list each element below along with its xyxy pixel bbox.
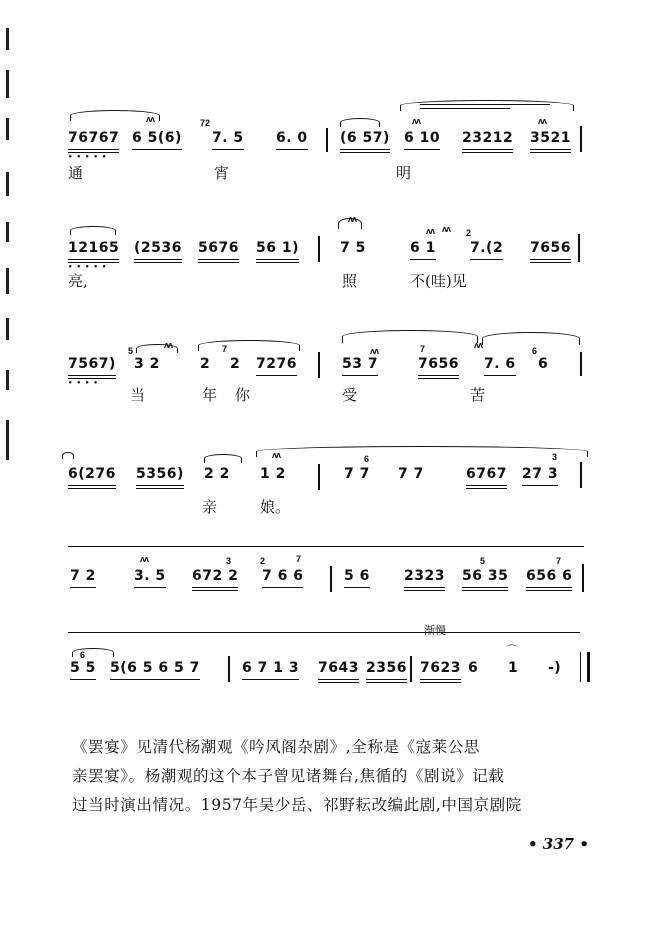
- note-text: 6 10: [404, 130, 441, 146]
- note-text: 5356): [136, 466, 184, 482]
- note-text: 7 7: [344, 466, 370, 482]
- note-group: [404, 568, 445, 584]
- grace-note: 3: [226, 556, 232, 566]
- staff-bracket-line: [68, 632, 580, 633]
- note-group: [134, 568, 166, 584]
- note-text: 7656: [418, 356, 459, 372]
- note-text: 2: [200, 356, 211, 372]
- note-group: [262, 568, 303, 584]
- prose-line: 《罢宴》见清代杨潮观《吟风阁杂剧》,全称是《寇莱公思: [72, 738, 481, 756]
- note-group: [134, 356, 160, 372]
- note-text: 2323: [404, 568, 445, 584]
- lyric: 宵: [214, 164, 230, 182]
- accent-mark: ʌʌ: [140, 554, 149, 564]
- page-edge-mark: [6, 222, 9, 242]
- grace-note: 7: [222, 344, 228, 354]
- bar-line: [580, 462, 582, 488]
- bar-line: [410, 656, 412, 682]
- grace-note: 3: [552, 452, 558, 462]
- note-text: 672 2: [192, 568, 239, 584]
- accent-mark: ʌʌ: [370, 346, 379, 356]
- lyric: 年你: [202, 386, 269, 404]
- bar-line: [318, 352, 320, 378]
- note-group: [398, 466, 424, 482]
- bar-line: [578, 234, 580, 262]
- note-group: [68, 466, 116, 482]
- note-group: [466, 466, 507, 482]
- grace-note: 6: [80, 650, 86, 660]
- grace-note: 6: [364, 454, 370, 464]
- grace-note: 2: [260, 556, 266, 566]
- lyric: 亮,: [68, 272, 88, 290]
- note-text: 3. 5: [134, 568, 166, 584]
- note-group: [530, 130, 571, 146]
- note-text: 6: [538, 356, 549, 372]
- note-group: [212, 130, 244, 146]
- note-group: [462, 568, 508, 584]
- page-edge-mark: [6, 268, 9, 294]
- lyric: 照: [342, 272, 358, 290]
- note-group: [230, 356, 240, 372]
- slur: [400, 100, 574, 111]
- note-group: 76767 •••••: [68, 130, 120, 161]
- note-group: [418, 356, 459, 372]
- note-text: 6. 0: [276, 130, 308, 146]
- slur: [72, 648, 114, 657]
- note-group: [318, 660, 359, 676]
- note-group: [538, 356, 548, 372]
- note-group: 7567) ••••: [68, 356, 116, 387]
- note-text: 6(276: [68, 466, 116, 482]
- prose-paragraph: [72, 733, 612, 820]
- note-group: [192, 568, 238, 584]
- accent-mark: ʌʌ: [538, 116, 547, 126]
- grace-note: 5: [128, 346, 134, 356]
- note-text: 1: [508, 660, 519, 676]
- lyric: 明: [396, 164, 412, 182]
- slur: [198, 340, 300, 351]
- note-text: 5 5: [70, 660, 96, 676]
- note-text: 5676: [198, 240, 239, 256]
- bar-line: [318, 236, 320, 262]
- slur: [482, 332, 580, 345]
- score-row-5: [0, 568, 655, 598]
- grace-note: 5: [480, 556, 486, 566]
- slur: [62, 452, 74, 459]
- lyric: 通: [68, 164, 84, 182]
- note-group: [70, 660, 96, 676]
- grace-note: 6: [532, 346, 538, 356]
- page-edge-mark: [6, 70, 9, 98]
- lyric: 亲: [202, 498, 218, 516]
- page-edge-mark: [6, 172, 9, 196]
- page-edge-mark: [6, 28, 9, 50]
- note-group: [260, 466, 286, 482]
- grace-note: 72: [200, 118, 211, 128]
- bar-line: [580, 126, 582, 152]
- note-text: 7. 5: [212, 130, 244, 146]
- note-group: [410, 240, 436, 256]
- note-text: 6: [468, 660, 479, 676]
- score-row-2: [0, 240, 655, 270]
- note-text: 5(6 5 6 5 7: [110, 660, 200, 676]
- page-edge-mark: [6, 318, 9, 340]
- note-group: [134, 240, 182, 256]
- bar-line: [318, 464, 320, 490]
- note-text: 7.(2: [470, 240, 504, 256]
- note-group: [276, 130, 308, 146]
- score-row-4: [0, 466, 655, 496]
- note-group: [470, 240, 503, 256]
- note-group: [508, 660, 518, 676]
- staff-bracket-line: [68, 546, 584, 547]
- note-text: 2356: [366, 660, 407, 676]
- note-text: 7623: [420, 660, 461, 676]
- note-group: [526, 568, 572, 584]
- slur: [340, 118, 380, 127]
- note-group: [548, 660, 561, 676]
- note-text: 53 7: [342, 356, 379, 372]
- lyric: 娘。: [260, 498, 291, 516]
- note-text: 6 5(6): [132, 130, 182, 146]
- crescendo-line: [420, 104, 550, 105]
- accent-mark: ʌʌ: [272, 450, 281, 460]
- note-text: 2: [230, 356, 241, 372]
- note-group: [340, 240, 366, 256]
- note-text: 7. 6: [484, 356, 516, 372]
- note-text: 2 2: [204, 466, 230, 482]
- note-text: 7567): [68, 356, 116, 372]
- note-group: [462, 130, 513, 146]
- grace-note: 2: [466, 228, 472, 238]
- accent-mark: ʌʌ: [426, 226, 435, 236]
- note-group: [136, 466, 184, 482]
- slur: [342, 330, 478, 343]
- note-group: [342, 356, 378, 372]
- note-group: [256, 356, 297, 372]
- note-group: 12165 •••••: [68, 240, 120, 271]
- lyric: 受: [342, 386, 358, 404]
- note-text: (6 57): [340, 130, 390, 146]
- note-group: [530, 240, 571, 256]
- grace-note: 7: [556, 556, 562, 566]
- final-bar-line: [580, 652, 590, 682]
- grace-note: 7: [420, 344, 426, 354]
- note-group: [204, 466, 230, 482]
- fermata: ⌒: [506, 645, 517, 657]
- note-group: [484, 356, 516, 372]
- bar-line: [582, 564, 584, 592]
- note-group: [256, 240, 299, 256]
- lyric: 不(哇)见: [410, 272, 467, 290]
- slur: [70, 226, 116, 235]
- note-group: [366, 660, 407, 676]
- prose-line: 过当时演出情况。1957年吴少岳、祁野耘改编此剧,中国京剧院: [72, 796, 522, 814]
- accent-mark: ʌʌ: [348, 214, 357, 224]
- note-text: 5 6: [344, 568, 370, 584]
- note-text: 6 1: [410, 240, 436, 256]
- note-group: [404, 130, 440, 146]
- note-text: 56 35: [462, 568, 509, 584]
- accent-mark: ʌʌ: [442, 224, 451, 234]
- tempo-marking: 渐慢: [424, 624, 446, 637]
- score-row-3: [0, 356, 655, 386]
- note-text: 7 2: [70, 568, 96, 584]
- lyric: 苦: [470, 386, 486, 404]
- note-text: 7 5: [340, 240, 366, 256]
- crescendo-line: [420, 108, 510, 109]
- page-number: • 337 •: [528, 835, 589, 853]
- note-text: 7 6 6: [262, 568, 304, 584]
- bar-line: [330, 566, 332, 592]
- slur: [256, 446, 588, 457]
- bar-line: [580, 352, 582, 376]
- note-group: [110, 660, 200, 676]
- note-text: 3 2: [134, 356, 160, 372]
- prose-line: 亲罢宴》。杨潮观的这个本子曾见诸舞台,焦循的《剧说》记载: [72, 767, 505, 785]
- note-group: [340, 130, 390, 146]
- note-text: 656 6: [526, 568, 573, 584]
- note-text: 23212: [462, 130, 514, 146]
- note-text: 3521: [530, 130, 571, 146]
- accent-mark: ʌʌ: [412, 116, 421, 126]
- bar-line: [228, 656, 230, 682]
- note-text: 7656: [530, 240, 571, 256]
- note-text: 7276: [256, 356, 297, 372]
- note-text: 7643: [318, 660, 359, 676]
- note-text: 6767: [466, 466, 507, 482]
- note-text: 27 3: [522, 466, 559, 482]
- note-group: [468, 660, 478, 676]
- note-group: [242, 660, 299, 676]
- note-text: 76767: [68, 130, 120, 146]
- note-text: (2536: [134, 240, 182, 256]
- note-text: 12165: [68, 240, 120, 256]
- note-group: [200, 356, 210, 372]
- note-group: [420, 660, 461, 676]
- accent-mark: ʌʌ: [474, 340, 483, 350]
- slur: [204, 454, 242, 463]
- note-group: [198, 240, 239, 256]
- grace-note: 7: [296, 554, 302, 564]
- note-text: 1 2: [260, 466, 286, 482]
- note-text: 7 7: [398, 466, 424, 482]
- accent-mark: ʌʌ: [146, 114, 155, 124]
- lyric: 当: [130, 386, 146, 404]
- note-text: -): [548, 660, 562, 676]
- accent-mark: ʌʌ: [164, 340, 173, 350]
- note-text: 6 7 1 3: [242, 660, 300, 676]
- note-group: [344, 466, 370, 482]
- note-group: [522, 466, 558, 482]
- score-row-6: [0, 660, 655, 690]
- bar-line: [326, 128, 328, 152]
- note-group: [132, 130, 182, 146]
- note-text: 56 1): [256, 240, 299, 256]
- page-edge-mark: [6, 420, 9, 460]
- note-group: [70, 568, 96, 584]
- note-group: [344, 568, 370, 584]
